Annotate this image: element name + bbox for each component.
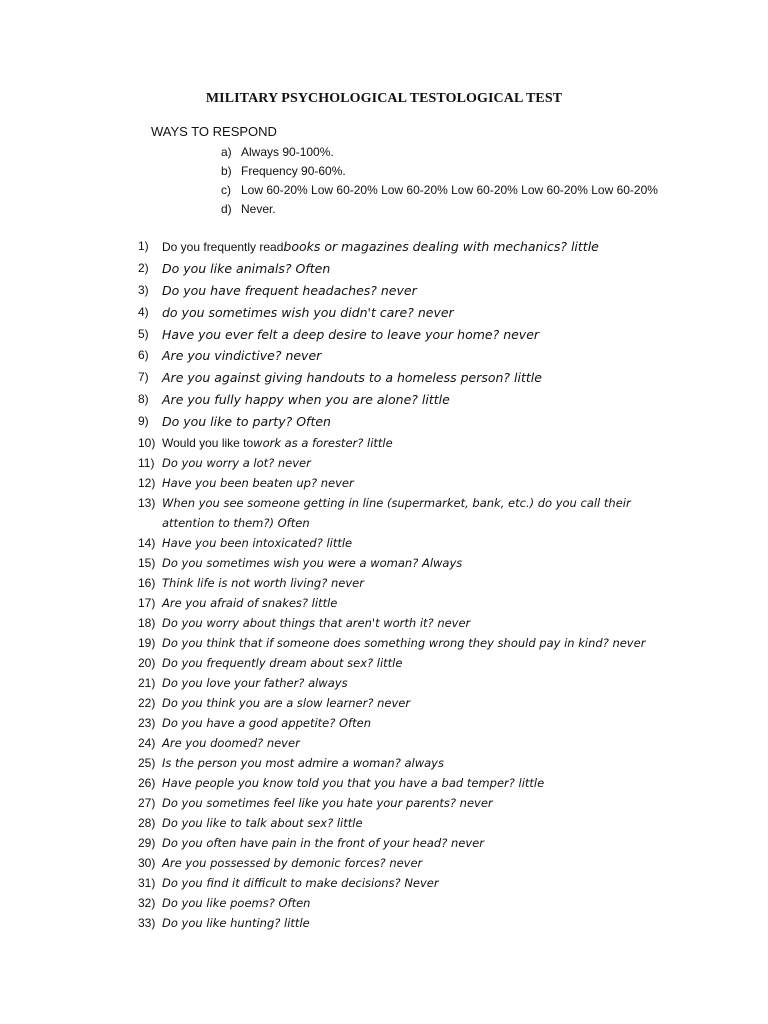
question-item xyxy=(138,280,658,302)
question-item xyxy=(138,345,658,367)
option-letter: c) xyxy=(221,183,231,197)
page-title: MILITARY PSYCHOLOGICAL TESTOLOGICAL TEST xyxy=(205,91,563,106)
question-number: 7) xyxy=(138,370,149,385)
question-item xyxy=(138,493,658,533)
question-text: do you sometimes wish you didn't care? never xyxy=(162,304,454,320)
question-item xyxy=(138,258,658,280)
question-number: 31) xyxy=(138,876,156,891)
question-body: work as a forester? little xyxy=(253,436,393,451)
question-text: Have people you know told you that you have a bad temper? little xyxy=(162,776,545,791)
option-text: Low 60-20% Low 60-20% Low 60-20% Low 60-20% Low 60-20% Low 60-20% xyxy=(241,183,658,197)
response-option xyxy=(221,181,658,200)
question-list xyxy=(138,236,658,933)
question-number: 27) xyxy=(138,796,156,811)
question-number: 20) xyxy=(138,656,156,671)
question-text xyxy=(162,236,599,259)
question-text: Think life is not worth living? never xyxy=(162,576,364,591)
ways-to-respond-heading: WAYS TO RESPOND xyxy=(151,124,277,139)
question-number: 26) xyxy=(138,776,156,791)
option-text: Never. xyxy=(241,202,276,216)
question-item xyxy=(138,389,658,411)
question-text: Do you have frequent headaches? never xyxy=(162,282,417,298)
question-item xyxy=(138,793,658,813)
option-text: Frequency 90-60%. xyxy=(241,164,346,178)
question-item xyxy=(138,733,658,753)
question-item xyxy=(138,693,658,713)
response-option xyxy=(221,200,658,219)
question-number: 24) xyxy=(138,736,156,751)
question-text: Do you worry a lot? never xyxy=(162,456,311,471)
question-number: 28) xyxy=(138,816,156,831)
question-number: 3) xyxy=(138,282,149,297)
question-prefix: Do you frequently read xyxy=(162,240,284,254)
question-text: Do you worry about things that aren't worth it? never xyxy=(162,616,471,631)
question-number: 2) xyxy=(138,260,149,275)
question-number: 14) xyxy=(138,536,156,551)
question-text: Do you find it difficult to make decisions? Never xyxy=(162,876,439,891)
question-item xyxy=(138,453,658,473)
question-text: Have you ever felt a deep desire to leave your home? never xyxy=(162,326,540,342)
question-text: Do you like poems? Often xyxy=(162,896,311,911)
question-text: Do you frequently dream about sex? little xyxy=(162,656,403,671)
question-number: 19) xyxy=(138,636,156,651)
question-item xyxy=(138,713,658,733)
question-item xyxy=(138,853,658,873)
question-item xyxy=(138,411,658,433)
question-text: Are you against giving handouts to a homeless person? little xyxy=(162,370,542,386)
question-item xyxy=(138,367,658,389)
question-number: 25) xyxy=(138,756,156,771)
question-text: When you see someone getting in line (supermarket, bank, etc.) do you call their attention to them?) Often xyxy=(162,496,631,531)
question-item xyxy=(138,324,658,346)
question-item xyxy=(138,873,658,893)
response-option xyxy=(221,143,658,162)
question-number: 18) xyxy=(138,616,156,631)
response-options-list xyxy=(221,143,658,219)
question-text: Have you been intoxicated? little xyxy=(162,536,353,551)
question-item xyxy=(138,893,658,913)
question-item xyxy=(138,773,658,793)
question-number: 12) xyxy=(138,476,156,491)
question-item xyxy=(138,813,658,833)
question-item xyxy=(138,833,658,853)
option-text: Always 90-100%. xyxy=(241,145,334,159)
question-text: Do you sometimes feel like you hate your parents? never xyxy=(162,796,493,811)
question-item xyxy=(138,473,658,493)
question-number: 6) xyxy=(138,348,149,363)
question-text: Do you think that if someone does something wrong they should pay in kind? never xyxy=(162,636,646,651)
question-text: Do you think you are a slow learner? never xyxy=(162,696,411,711)
question-number: 29) xyxy=(138,836,156,851)
question-number: 4) xyxy=(138,304,149,319)
question-number: 33) xyxy=(138,916,156,931)
question-text: Have you been beaten up? never xyxy=(162,476,354,491)
question-number: 9) xyxy=(138,414,149,429)
question-item xyxy=(138,753,658,773)
question-number: 15) xyxy=(138,556,156,571)
question-number: 11) xyxy=(138,456,155,471)
question-item xyxy=(138,573,658,593)
question-prefix: Would you like to xyxy=(162,436,254,451)
question-item xyxy=(138,553,658,573)
question-item xyxy=(138,913,658,933)
question-text: Do you often have pain in the front of your head? never xyxy=(162,836,484,851)
question-number: 5) xyxy=(138,326,149,341)
question-text: Do you like to talk about sex? little xyxy=(162,816,363,831)
question-number: 16) xyxy=(138,576,156,591)
question-text: Is the person you most admire a woman? always xyxy=(162,756,444,771)
question-text: Are you doomed? never xyxy=(162,736,300,751)
question-item xyxy=(138,302,658,324)
question-number: 21) xyxy=(138,676,156,691)
question-text: Do you have a good appetite? Often xyxy=(162,716,371,731)
question-text: Are you fully happy when you are alone? little xyxy=(162,392,450,408)
question-text: Are you afraid of snakes? little xyxy=(162,596,338,611)
option-letter: a) xyxy=(221,145,232,159)
question-number: 8) xyxy=(138,392,149,407)
question-number: 10) xyxy=(138,436,156,451)
question-item xyxy=(138,433,658,453)
question-number: 32) xyxy=(138,896,156,911)
question-item xyxy=(138,533,658,553)
question-item xyxy=(138,613,658,633)
question-text: Do you sometimes wish you were a woman? Always xyxy=(162,556,463,571)
question-body: books or magazines dealing with mechanics? little xyxy=(283,239,599,254)
question-text: Do you like animals? Often xyxy=(162,260,331,276)
question-text: Are you vindictive? never xyxy=(162,348,322,364)
question-item xyxy=(138,653,658,673)
question-text: Are you possessed by demonic forces? never xyxy=(162,856,423,871)
question-text xyxy=(162,433,393,453)
question-text: Do you like hunting? little xyxy=(162,916,310,931)
question-number: 22) xyxy=(138,696,156,711)
question-text: Do you love your father? always xyxy=(162,676,348,691)
question-number: 23) xyxy=(138,716,156,731)
question-number: 1) xyxy=(138,239,149,253)
option-letter: b) xyxy=(221,164,232,178)
question-number: 13) xyxy=(138,496,156,511)
question-text: Do you like to party? Often xyxy=(162,414,331,430)
question-item xyxy=(138,236,658,258)
option-letter: d) xyxy=(221,202,232,216)
question-item xyxy=(138,593,658,613)
response-option xyxy=(221,162,658,181)
question-item xyxy=(138,633,658,653)
question-item xyxy=(138,673,658,693)
question-number: 30) xyxy=(138,856,156,871)
question-number: 17) xyxy=(138,596,156,611)
